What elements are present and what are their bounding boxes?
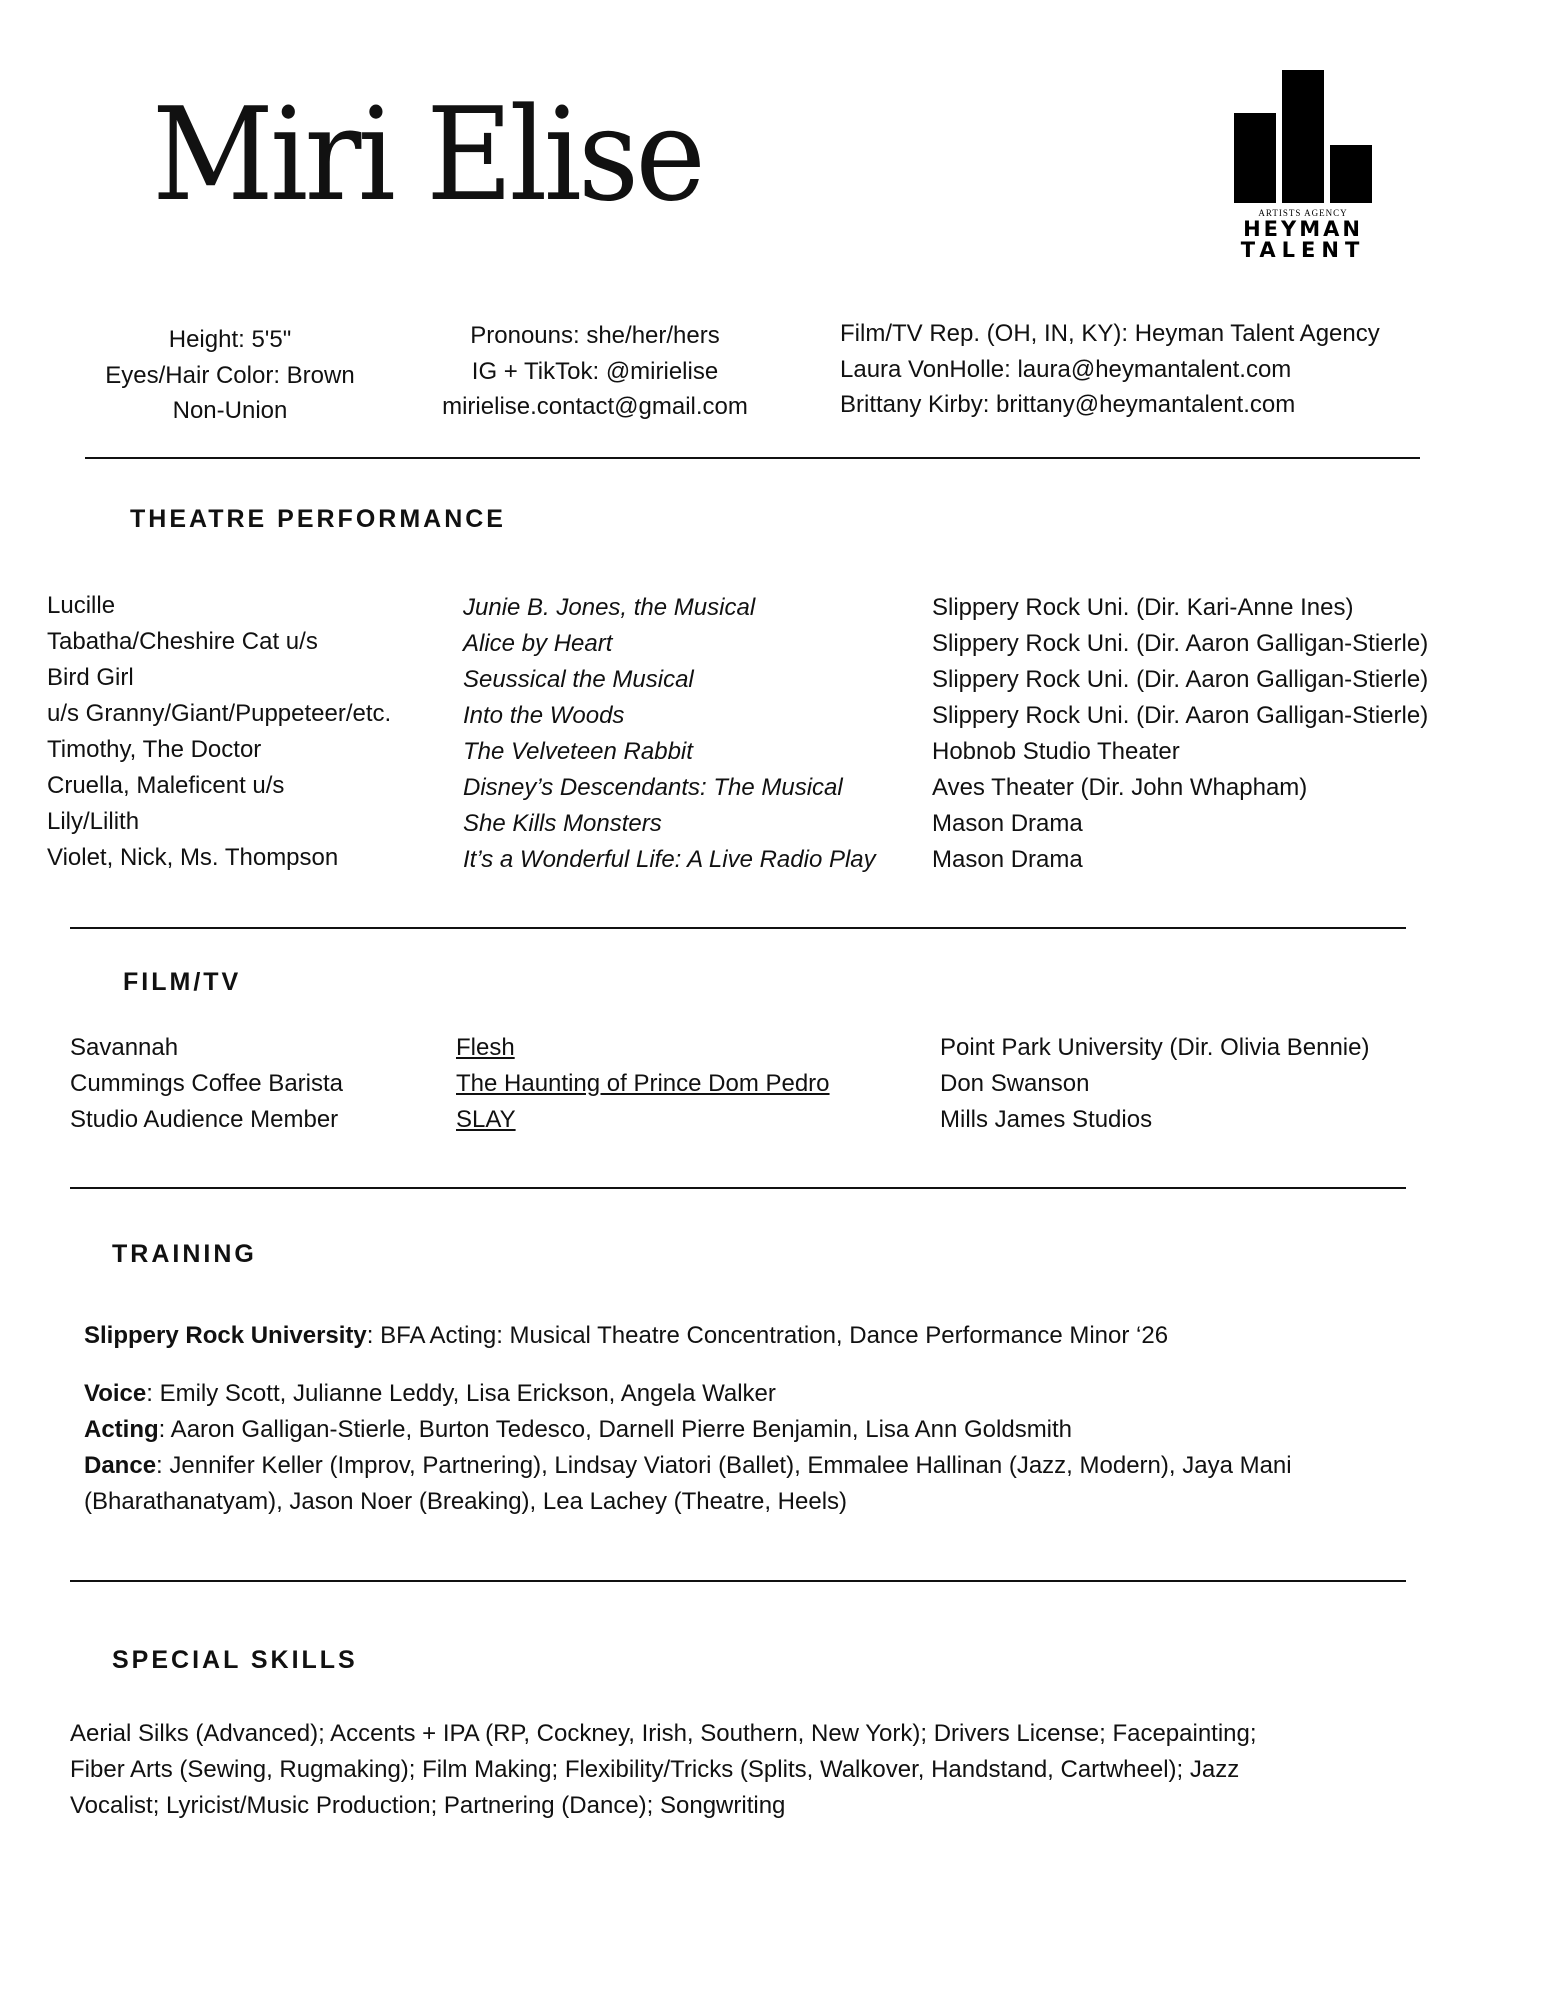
film-company: Don Swanson [940, 1070, 1090, 1097]
stats-contact [415, 318, 775, 425]
theatre-show: Alice by Heart [463, 630, 613, 657]
theatre-venue: Slippery Rock Uni. (Dir. Aaron Galligan-Stierle) [932, 666, 1429, 693]
film-title-link[interactable]: The Haunting of Prince Dom Pedro [456, 1070, 830, 1097]
rep-contact-brittany[interactable]: Brittany Kirby: brittany@heymantalent.com [840, 391, 1296, 418]
theatre-role: Bird Girl [47, 664, 134, 691]
voice-detail: : Emily Scott, Julianne Leddy, Lisa Erickson, Angela Walker [146, 1380, 776, 1407]
skills-heading: SPECIAL SKILLS [112, 1646, 358, 1674]
theatre-venue: Slippery Rock Uni. (Dir. Aaron Galligan-Stierle) [932, 630, 1429, 657]
logo-bar-middle [1282, 70, 1324, 203]
skills-list [70, 1716, 1510, 1824]
training-heading: TRAINING [112, 1240, 257, 1268]
theatre-venue: Mason Drama [932, 810, 1083, 837]
film-company: Mills James Studios [940, 1106, 1153, 1133]
voice-line [84, 1376, 1504, 1412]
acting-label: Acting [84, 1416, 159, 1443]
rep-contact-laura[interactable]: Laura VonHolle: laura@heymantalent.com [840, 355, 1292, 383]
film-titles-column [456, 1030, 830, 1138]
union-status-text: Non-Union [172, 397, 288, 424]
theatre-venue: Mason Drama [932, 846, 1083, 873]
eyes-hair-text: Eyes/Hair Color: Brown [105, 361, 355, 389]
voice-label: Voice [84, 1380, 147, 1407]
theatre-venue: Hobnob Studio Theater [932, 738, 1180, 765]
dance-label: Dance [84, 1452, 157, 1479]
film-title-link[interactable]: SLAY [456, 1106, 516, 1133]
acting-line [84, 1412, 1504, 1448]
pronouns-text: Pronouns: she/her/hers [470, 322, 720, 349]
film-role: Savannah [70, 1034, 179, 1061]
skills-line: Fiber Arts (Sewing, Rugmaking); Film Making; Flexibility/Tricks (Splits, Walkover, Handstand, Cartwheel); Jazz [70, 1756, 1240, 1783]
divider-header [85, 457, 1420, 459]
film-role: Cummings Coffee Barista [70, 1070, 343, 1097]
theatre-show: Junie B. Jones, the Musical [463, 594, 756, 621]
divider-film [70, 1187, 1406, 1189]
theatre-show: It’s a Wonderful Life: A Live Radio Play [463, 846, 876, 873]
logo-top-text: ARTISTS AGENCY [1258, 208, 1348, 218]
dance-line [84, 1448, 1504, 1484]
film-company: Point Park University (Dir. Olivia Bennie) [940, 1034, 1370, 1061]
school-label: Slippery Rock University [84, 1322, 367, 1349]
theatre-role: Tabatha/Cheshire Cat u/s [47, 628, 318, 655]
skills-line: Aerial Silks (Advanced); Accents + IPA (RP, Cockney, Irish, Southern, New York); Drivers License; Facepainting; [70, 1720, 1257, 1747]
theatre-role: Violet, Nick, Ms. Thompson [47, 844, 339, 871]
theatre-role: Timothy, The Doctor [47, 736, 262, 763]
rep-agency-text: Film/TV Rep. (OH, IN, KY): Heyman Talent Agency [840, 320, 1380, 347]
theatre-role: u/s Granny/Giant/Puppeteer/etc. [47, 700, 392, 727]
logo-line2: TALENT [1240, 238, 1366, 262]
theatre-show: Disney’s Descendants: The Musical [463, 774, 843, 801]
theatre-role: Lucille [47, 592, 116, 619]
theatre-role: Cruella, Maleficent u/s [47, 772, 285, 799]
training-school [84, 1318, 1484, 1354]
theatre-venue: Slippery Rock Uni. (Dir. Kari-Anne Ines) [932, 594, 1354, 621]
dance-detail: : Jennifer Keller (Improv, Partnering), Lindsay Viatori (Ballet), Emmalee Hallinan (Jazz, Modern), Jaya Mani [156, 1452, 1292, 1479]
theatre-role: Lily/Lilith [47, 808, 140, 835]
theatre-show: Seussical the Musical [463, 666, 694, 693]
logo-bar-right [1330, 145, 1372, 203]
theatre-venue: Aves Theater (Dir. John Whapham) [932, 774, 1308, 801]
height-text: Height: 5'5" [168, 326, 292, 353]
theatre-venues-column [932, 590, 1428, 878]
stats-representation [840, 316, 1400, 423]
dance-line-continued: (Bharathanatyam), Jason Noer (Breaking), Lea Lachey (Theatre, Heels) [84, 1488, 848, 1515]
acting-detail: : Aaron Galligan-Stierle, Burton Tedesco, Darnell Pierre Benjamin, Lisa Ann Goldsmith [158, 1416, 1073, 1443]
divider-theatre [70, 927, 1406, 929]
performer-name: Miri Elise [152, 81, 703, 230]
social-handle-text: IG + TikTok: @mirielise [471, 357, 719, 385]
theatre-roles-column [47, 588, 391, 876]
film-companies-column [940, 1030, 1369, 1138]
film-role: Studio Audience Member [70, 1106, 339, 1133]
theatre-heading: THEATRE PERFORMANCE [130, 505, 506, 533]
film-roles-column [70, 1030, 343, 1138]
theatre-show: She Kills Monsters [463, 810, 662, 837]
training-teachers [84, 1376, 1504, 1520]
skills-line: Vocalist; Lyricist/Music Production; Partnering (Dance); Songwriting [70, 1792, 786, 1819]
film-heading: FILM/TV [123, 968, 242, 996]
divider-training [70, 1580, 1406, 1582]
film-title-link[interactable]: Flesh [456, 1034, 515, 1061]
theatre-venue: Slippery Rock Uni. (Dir. Aaron Galligan-Stierle) [932, 702, 1429, 729]
theatre-show: The Velveteen Rabbit [463, 738, 693, 765]
school-detail: : BFA Acting: Musical Theatre Concentration, Dance Performance Minor ‘26 [366, 1322, 1169, 1349]
theatre-shows-column [463, 590, 876, 878]
heyman-talent-logo [1228, 66, 1388, 266]
email-link[interactable]: mirielise.contact@gmail.com [442, 393, 748, 420]
stats-physical [80, 322, 380, 429]
logo-bar-left [1234, 113, 1276, 203]
logo-line1: HEYMAN [1243, 217, 1363, 241]
theatre-show: Into the Woods [463, 702, 625, 729]
